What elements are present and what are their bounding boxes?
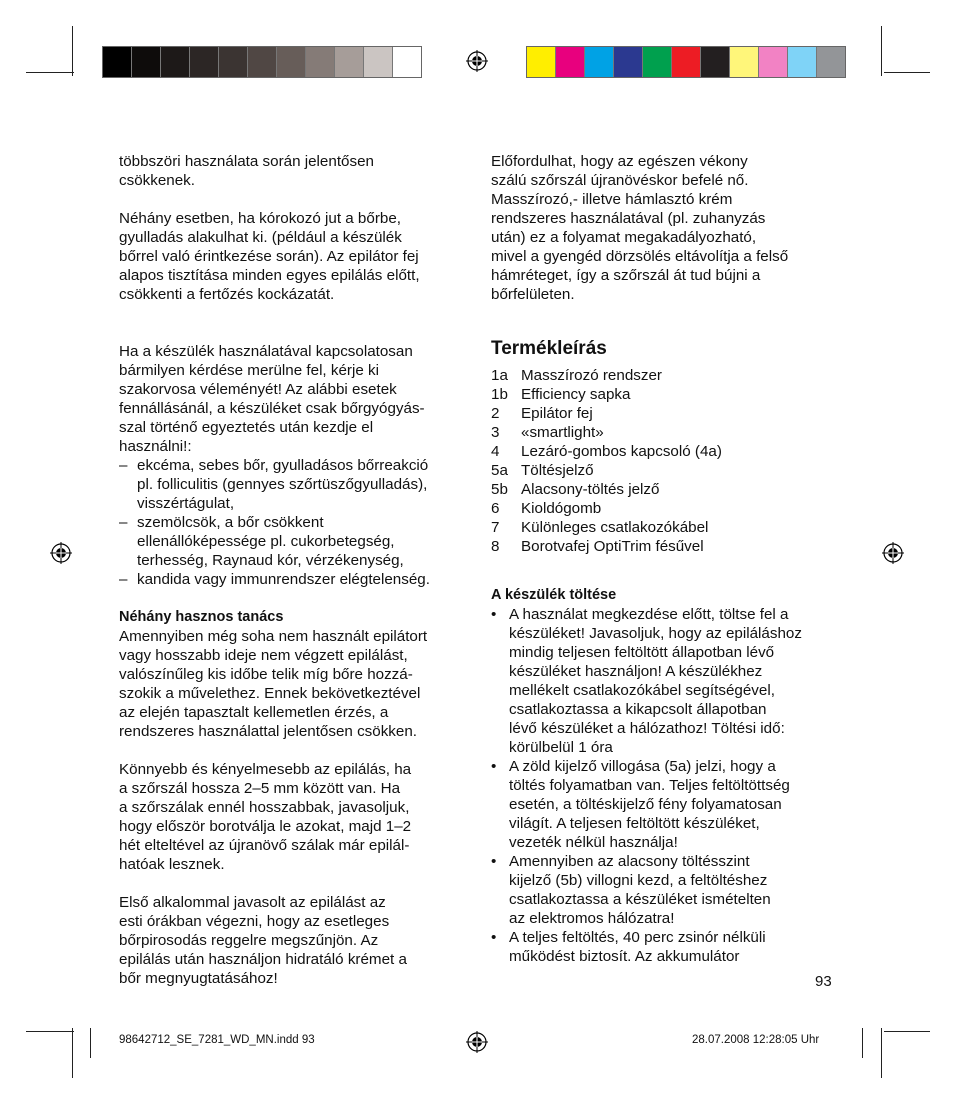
footer-timestamp: 28.07.2008 12:28:05 Uhr bbox=[692, 1034, 820, 1046]
list-item: • Amennyiben az alacsony töltésszint kijelző (5b) villogni kezd, a feltöltéshez csatlakoztassa a készüléket ismételten az elektromos hálózatra! bbox=[491, 853, 771, 927]
color-swatch bbox=[643, 47, 672, 77]
paragraph: Néhány esetben, ha kórokozó jut a bőrbe, gyulladás alakulhat ki. (például a készülék bőrrel való érintkezése során). Az epilátor fej alapos tisztítása minden egyes epilálás előtt, csökkenti a fertőzés kockázatát. bbox=[119, 210, 420, 303]
crop-mark bbox=[26, 1031, 74, 1032]
list-item: 4 Lezáró-gombos kapcsoló (4a) bbox=[491, 443, 722, 460]
crop-mark bbox=[72, 1028, 73, 1078]
color-swatch bbox=[190, 47, 219, 77]
crop-mark bbox=[72, 26, 73, 76]
registration-mark-icon bbox=[466, 50, 488, 72]
page-number: 93 bbox=[815, 973, 832, 990]
list-item: – szemölcsök, a bőr csökkent ellenállóképessége pl. cukorbetegség, terhesség, Raynaud kór, vérzékenység, bbox=[119, 514, 404, 569]
list-item: 6 Kioldógomb bbox=[491, 500, 602, 517]
list-item: • A teljes feltöltés, 40 perc zsinór nélküli működést biztosít. Az akkumulátor bbox=[491, 929, 766, 965]
color-swatch bbox=[161, 47, 190, 77]
list-item: 2 Epilátor fej bbox=[491, 405, 593, 422]
crop-mark bbox=[862, 1028, 863, 1058]
section-title: Termékleírás bbox=[491, 338, 607, 359]
registration-mark-icon bbox=[466, 1031, 488, 1053]
registration-mark-icon bbox=[882, 542, 904, 564]
color-swatch bbox=[103, 47, 132, 77]
color-swatch bbox=[585, 47, 614, 77]
registration-mark-icon bbox=[50, 542, 72, 564]
parts-list bbox=[491, 366, 846, 556]
color-swatch bbox=[701, 47, 730, 77]
list-item: • A zöld kijelző villogása (5a) jelzi, hogy a töltés folyamatban van. Teljes feltöltöttség esetén, a töltéskijelző fény folyamatosan világít. A teljesen feltöltött készüléket, vezeték nélkül használja! bbox=[491, 758, 790, 851]
list-item: • A használat megkezdése előtt, töltse fel a készüléket! Javasoljuk, hogy az epiláláshoz mindig teljesen feltöltött állapotban lévő készüléket használjon! A készülékhez mellékelt csatlakozókábel segítségével, csatlakoztassa a kikapcsolt állapotban lévő készüléket a hálózathoz! Töltési idő: körülbelül 1 óra bbox=[491, 606, 802, 756]
grayscale-color-bar bbox=[102, 46, 422, 78]
color-swatch bbox=[248, 47, 277, 77]
list-item: 1a Masszírozó rendszer bbox=[491, 367, 662, 384]
paragraph: Amennyiben még soha nem használt epilátort vagy hosszabb ideje nem végzett epilálást, valószínűleg kis időbe telik míg bőre hozzá- szokik a művelethez. Ennek bekövetkeztével az elején tapasztalt kellemetlen érzés, a rendszeres használattal jelentősen csökken. bbox=[119, 628, 428, 740]
color-swatch bbox=[306, 47, 335, 77]
color-swatch bbox=[219, 47, 248, 77]
list-item: – kandida vagy immunrendszer elégtelenség. bbox=[119, 571, 430, 588]
color-swatch bbox=[817, 47, 845, 77]
crop-mark bbox=[884, 72, 930, 73]
color-swatch bbox=[556, 47, 585, 77]
color-swatch bbox=[132, 47, 161, 77]
right-column bbox=[491, 152, 846, 966]
list-item: 1b Efficiency sapka bbox=[491, 386, 631, 403]
color-swatch bbox=[730, 47, 759, 77]
paragraph: Előfordulhat, hogy az egészen vékony szálú szőrszál újranövéskor befelé nő. Masszírozó,- illetve hámlasztó krém rendszeres használatával (pl. zuhanyzás után) ez a folyamat megakadályozható, mivel a gyengéd dörzsölés eltávolítja a felső hámréteget, így a szőrszál át tud bújni a bőrfelületen. bbox=[491, 153, 789, 303]
crop-mark bbox=[90, 1028, 91, 1058]
color-swatch bbox=[364, 47, 393, 77]
list-item: – ekcéma, sebes bőr, gyulladásos bőrreakció pl. folliculitis (gennyes szőrtüszőgyulladás), visszértágulat, bbox=[119, 457, 429, 512]
color-swatch bbox=[759, 47, 788, 77]
crop-mark bbox=[26, 72, 74, 73]
crop-mark bbox=[884, 1031, 930, 1032]
list-item: 8 Borotvafej OptiTrim fésűvel bbox=[491, 538, 704, 555]
paragraph: többszöri használata során jelentősen csökkenek. bbox=[119, 153, 374, 189]
crop-mark bbox=[881, 26, 882, 76]
paragraph: Könnyebb és kényelmesebb az epilálás, ha a szőrszál hossza 2–5 mm között van. Ha a szőrszálak ennél hosszabbak, javasoljuk, hogy először borotválja le azokat, majd 1–2 hét elteltével az újranövő szálak már epilál- hatóak lesznek. bbox=[119, 761, 412, 873]
color-swatch bbox=[527, 47, 556, 77]
list-item: 5b Alacsony-töltés jelző bbox=[491, 481, 660, 498]
color-swatch bbox=[393, 47, 421, 77]
footer-filename: 98642712_SE_7281_WD_MN.indd 93 bbox=[119, 1034, 315, 1046]
color-swatch bbox=[335, 47, 364, 77]
color-swatch bbox=[788, 47, 817, 77]
list-item: 7 Különleges csatlakozókábel bbox=[491, 519, 709, 536]
section-heading: Néhány hasznos tanács bbox=[119, 609, 284, 625]
list-item: 5a Töltésjelző bbox=[491, 462, 594, 479]
paragraph: Ha a készülék használatával kapcsolatosan bármilyen kérdése merülne fel, kérje ki szakorvosa véleményét! Az alábbi esetek fennállásánál, a készüléket csak bőrgyógyás- szal történő egyeztetés után kezdje el használni!: bbox=[119, 343, 425, 455]
color-swatch bbox=[614, 47, 643, 77]
left-column bbox=[119, 152, 469, 988]
color-swatch bbox=[277, 47, 306, 77]
crop-mark bbox=[881, 1028, 882, 1078]
paragraph: Első alkalommal javasolt az epilálást az esti órákban végezni, hogy az esetleges bőrpirosodás reggelre megszűnjön. Az epilálás után használjon hidratáló krémet a bőr megnyugtatásához! bbox=[119, 894, 407, 987]
cmyk-color-bar bbox=[526, 46, 846, 78]
color-swatch bbox=[672, 47, 701, 77]
section-heading: A készülék töltése bbox=[491, 587, 617, 603]
list-item: 3 «smartlight» bbox=[491, 424, 604, 441]
